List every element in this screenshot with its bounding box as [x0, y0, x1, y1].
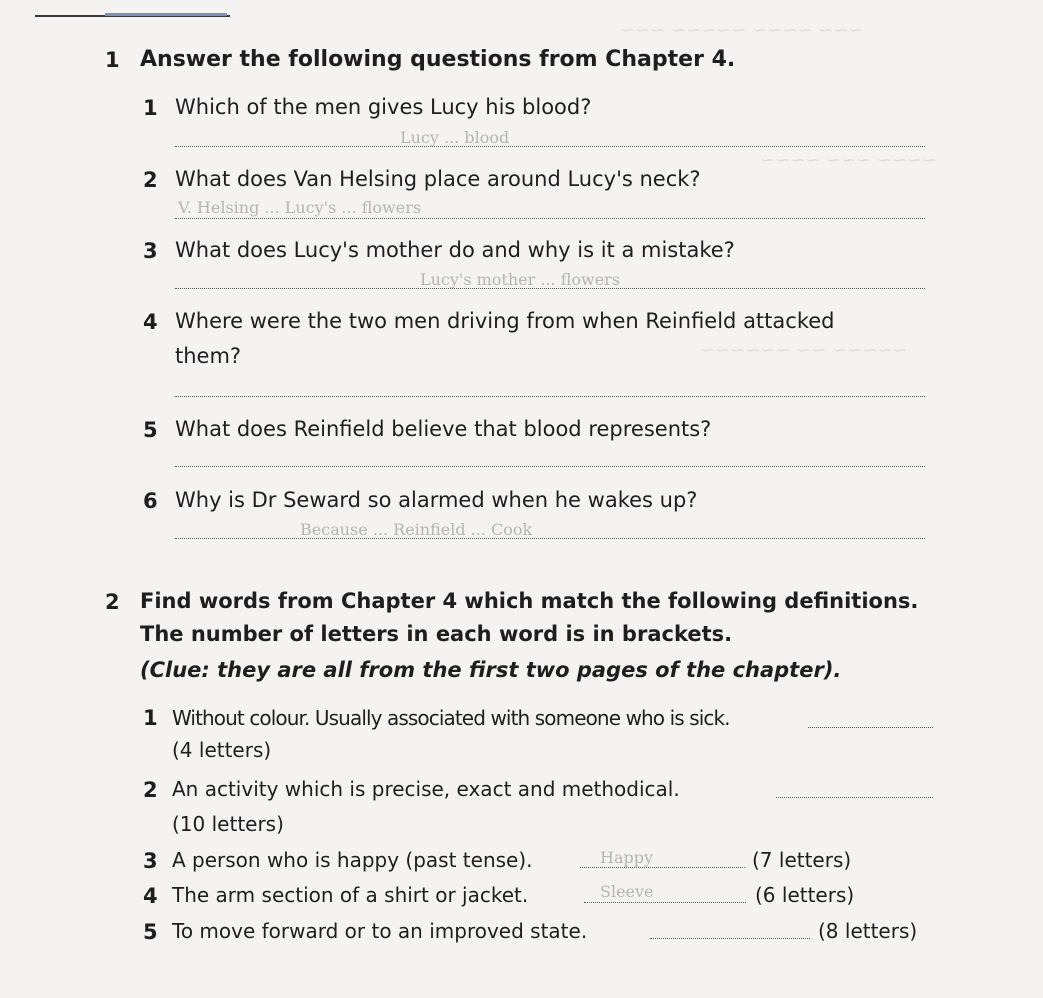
bleed-through-text: ~~~ ~~~~ ~~~~~ ~~~: [620, 20, 864, 41]
question-2-number: 2: [143, 168, 158, 192]
question-4-text-line-2: them?: [175, 344, 242, 368]
definition-1-letters: (4 letters): [172, 738, 272, 762]
definition-5-text: To move forward or to an improved state.: [172, 919, 588, 943]
question-6-text: Why is Dr Seward so alarmed when he wakes up?: [175, 488, 698, 512]
question-3-text: What does Lucy's mother do and why is it a mistake?: [175, 238, 735, 262]
definition-3-text: A person who is happy (past tense).: [172, 848, 533, 872]
section-1-heading: Answer the following questions from Chapter 4.: [140, 47, 736, 72]
section-2-number: 2: [105, 590, 120, 614]
question-5-text: What does Reinfield believe that blood represents?: [175, 417, 712, 441]
definition-1-answer-line[interactable]: [808, 727, 933, 728]
definition-4-letters: (6 letters): [755, 883, 855, 907]
question-1-answer-line[interactable]: [175, 146, 925, 147]
question-1-number: 1: [143, 96, 158, 120]
question-1-handwritten-answer: Lucy ... blood: [400, 128, 510, 147]
definition-5-number: 5: [143, 920, 158, 944]
question-5-number: 5: [143, 418, 158, 442]
definition-4-handwritten-answer: Sleeve: [600, 882, 654, 901]
question-3-handwritten-answer: Lucy's mother ... flowers: [420, 270, 621, 289]
definition-4-answer-line[interactable]: [584, 902, 746, 903]
question-1-text: Which of the men gives Lucy his blood?: [175, 95, 592, 119]
question-5-answer-line[interactable]: [175, 466, 925, 467]
section-2-heading-line-2: The number of letters in each word is in brackets.: [140, 622, 733, 646]
question-4-answer-line[interactable]: [175, 396, 925, 397]
question-4-text-line-1: Where were the two men driving from when Reinfield attacked: [175, 309, 835, 333]
section-1-number: 1: [105, 48, 120, 72]
definition-4-text: The arm section of a shirt or jacket.: [172, 883, 529, 907]
question-3-answer-line[interactable]: [175, 288, 925, 289]
definition-5-letters: (8 letters): [818, 919, 918, 943]
definition-5-answer-line[interactable]: [650, 938, 810, 939]
top-rule-accent: [105, 13, 227, 16]
definition-2-letters: (10 letters): [172, 812, 284, 836]
section-2-clue: (Clue: they are all from the first two pages of the chapter).: [140, 658, 842, 682]
bleed-through-text: ~~~~ ~~~ ~~~~: [760, 150, 938, 171]
question-2-text: What does Van Helsing place around Lucy's neck?: [175, 167, 701, 191]
definition-1-text: Without colour. Usually associated with someone who is sick.: [172, 706, 730, 730]
question-3-number: 3: [143, 239, 158, 263]
section-2-heading-line-1: Find words from Chapter 4 which match the following definitions.: [140, 589, 919, 613]
definition-1-number: 1: [143, 706, 158, 730]
definition-2-number: 2: [143, 778, 158, 802]
question-2-handwritten-answer: V. Helsing ... Lucy's ... flowers: [178, 198, 422, 217]
definition-3-number: 3: [143, 849, 158, 873]
question-6-number: 6: [143, 489, 158, 513]
definition-2-text: An activity which is precise, exact and methodical.: [172, 777, 680, 801]
definition-3-handwritten-answer: Happy: [600, 848, 654, 867]
definition-2-answer-line[interactable]: [776, 797, 933, 798]
question-6-answer-line[interactable]: [175, 538, 925, 539]
question-2-answer-line[interactable]: [175, 218, 925, 219]
question-4-number: 4: [143, 310, 158, 334]
definition-3-answer-line[interactable]: [580, 867, 745, 868]
definition-4-number: 4: [143, 884, 158, 908]
question-6-handwritten-answer: Because ... Reinfield ... Cook: [300, 520, 533, 539]
bleed-through-text: ~~~~~ ~~ ~~~~~~: [700, 340, 908, 361]
definition-3-letters: (7 letters): [752, 848, 852, 872]
